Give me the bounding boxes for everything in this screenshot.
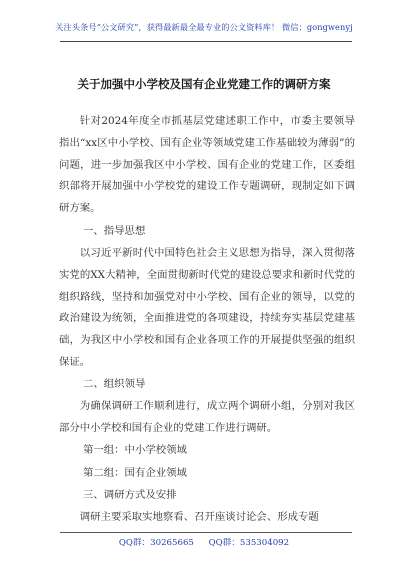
organization-paragraph: 为确保调研工作顺利进行，成立两个调研小组，分别对我区部分中小学校和国有企业的党建工作进行调研。 bbox=[59, 400, 355, 434]
footer bbox=[0, 536, 408, 548]
header-banner: 关注头条号“公文研究”，获得最新最全最专业的公文资料库！ 微信：gongwenyj bbox=[55, 22, 353, 32]
section-heading-organization: 二、组织领导 bbox=[83, 378, 146, 390]
document-title: 关于加强中小学校及国有企业党建工作的调研方案 bbox=[77, 77, 331, 91]
methods-paragraph: 调研主要采取实地察看、召开座谈讨论会、形成专题 bbox=[79, 511, 319, 523]
footer-qq-group-2: QQ群：535304092 bbox=[208, 538, 290, 548]
footer-divider bbox=[60, 532, 352, 533]
intro-paragraph: 针对2024年度全市抓基层党建述职工作中，市委主要领导指出“xx区中小学校、国有企业等领域党建工作基础较为薄弱”的问题，进一步加强我区中小学校、国有企业的党建工作，区委组织部将开展加强中小学校党的建设工作专题调研，现制定如下调研方案。 bbox=[59, 115, 355, 215]
header-divider bbox=[60, 41, 352, 42]
guiding-ideology-paragraph: 以习近平新时代中国特色社会主义思想为指导，深入贯彻落实党的XX大精神，全面贯彻新时代党的建设总要求和新时代党的组织路线，坚持和加强党对中小学校、国有企业的领导，以党的政治建设为统领，全面推进党的各项建设，持续夯实基层党建基础，为我区中小学校和国有企业各项工作的开展提供坚强的组织保证。 bbox=[59, 247, 355, 368]
section-heading-guiding-ideology: 一、指导思想 bbox=[83, 225, 146, 237]
group-one-label: 第一组：中小学校领域 bbox=[83, 444, 187, 456]
footer-qq-group-1: QQ群：30265665 bbox=[118, 538, 194, 548]
group-two-label: 第二组：国有企业领域 bbox=[83, 467, 187, 479]
section-heading-methods: 三、调研方式及安排 bbox=[83, 489, 177, 501]
